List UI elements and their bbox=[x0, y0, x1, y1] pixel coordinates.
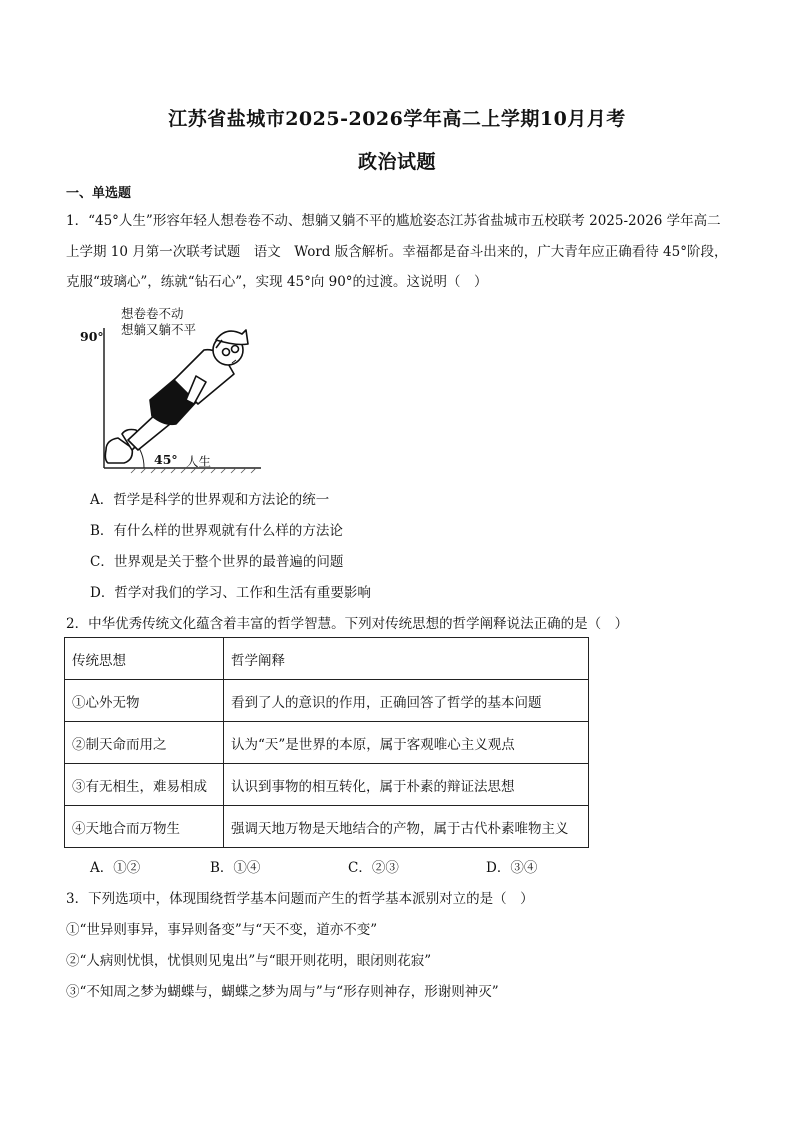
table-cell: 认识到事物的相互转化，属于朴素的辩证法思想 bbox=[224, 764, 589, 806]
table-cell: 强调天地万物是天地结合的产物，属于古代朴素唯物主义 bbox=[224, 806, 589, 848]
label-45-degrees: 45° bbox=[154, 452, 178, 467]
table-cell: 哲学阐释 bbox=[224, 638, 589, 680]
q2-choice-a: A．①② bbox=[90, 860, 141, 876]
table-cell: 认为“天”是世界的本原，属于客观唯心主义观点 bbox=[224, 722, 589, 764]
q1-stem-line-3: 克服“玻璃心”，练就“钻石心”，实现 45°向 90°的过渡。这说明（ ） bbox=[66, 274, 488, 290]
q1-option-c: C．世界观是关于整个世界的最普遍的问题 bbox=[90, 554, 344, 570]
q2-stem: 2．中华优秀传统文化蕴含着丰富的哲学智慧。下列对传统思想的哲学阐释说法正确的是（ ） bbox=[66, 616, 629, 632]
table-row bbox=[65, 806, 589, 848]
table-cell: ①心外无物 bbox=[65, 680, 224, 722]
q3-stem: 3．下列选项中，体现围绕哲学基本问题而产生的哲学基本派别对立的是（ ） bbox=[66, 891, 534, 907]
q1-figure bbox=[76, 300, 266, 475]
table-cell: ③有无相生，难易相成 bbox=[65, 764, 224, 806]
q1-option-a: A．哲学是科学的世界观和方法论的统一 bbox=[90, 492, 330, 508]
table-header-row bbox=[65, 638, 589, 680]
q2-table bbox=[64, 637, 589, 848]
q2-choice-b: B．①④ bbox=[210, 860, 261, 876]
table-row bbox=[65, 722, 589, 764]
section-heading: 一、单选题 bbox=[66, 186, 132, 201]
table-row bbox=[65, 764, 589, 806]
q1-option-d: D．哲学对我们的学习、工作和生活有重要影响 bbox=[90, 585, 371, 601]
table-cell: 传统思想 bbox=[65, 638, 224, 680]
page-title: 江苏省盐城市2025-2026学年高二上学期10月月考 bbox=[168, 108, 626, 130]
table-row bbox=[65, 680, 589, 722]
label-cannot-compete: 想卷卷不动 bbox=[121, 306, 184, 321]
table-cell: ④天地合而万物生 bbox=[65, 806, 224, 848]
q1-stem-line-2: 上学期 10 月第一次联考试题 语文 Word 版含解析。幸福都是奋斗出来的，广大青年应正确看待 45°阶段， bbox=[66, 244, 728, 260]
q2-choice-c: C．②③ bbox=[348, 860, 399, 876]
q1-option-b: B．有什么样的世界观就有什么样的方法论 bbox=[90, 523, 343, 539]
label-life: 人生 bbox=[186, 454, 212, 469]
table-cell: 看到了人的意识的作用，正确回答了哲学的基本问题 bbox=[224, 680, 589, 722]
q3-item-3: ③“不知周之梦为蝴蝶与，蝴蝶之梦为周与”与“形存则神存，形谢则神灭” bbox=[66, 984, 499, 1000]
q1-stem-line-1: 1．“45°人生”形容年轻人想卷卷不动、想躺又躺不平的尴尬姿态江苏省盐城市五校联考 2025-2026 学年高二 bbox=[66, 213, 721, 229]
q3-item-1: ①“世异则事异，事异则备变”与“天不变，道亦不变” bbox=[66, 922, 378, 938]
label-90-degrees: 90° bbox=[80, 329, 104, 344]
label-cannot-lie-flat: 想躺又躺不平 bbox=[121, 322, 197, 337]
q3-item-2: ②“人病则忧惧，忧惧则见鬼出”与“眼开则花明，眼闭则花寂” bbox=[66, 953, 432, 969]
page-subtitle: 政治试题 bbox=[357, 151, 436, 173]
q2-choice-d: D．③④ bbox=[486, 860, 538, 876]
table-cell: ②制天命而用之 bbox=[65, 722, 224, 764]
